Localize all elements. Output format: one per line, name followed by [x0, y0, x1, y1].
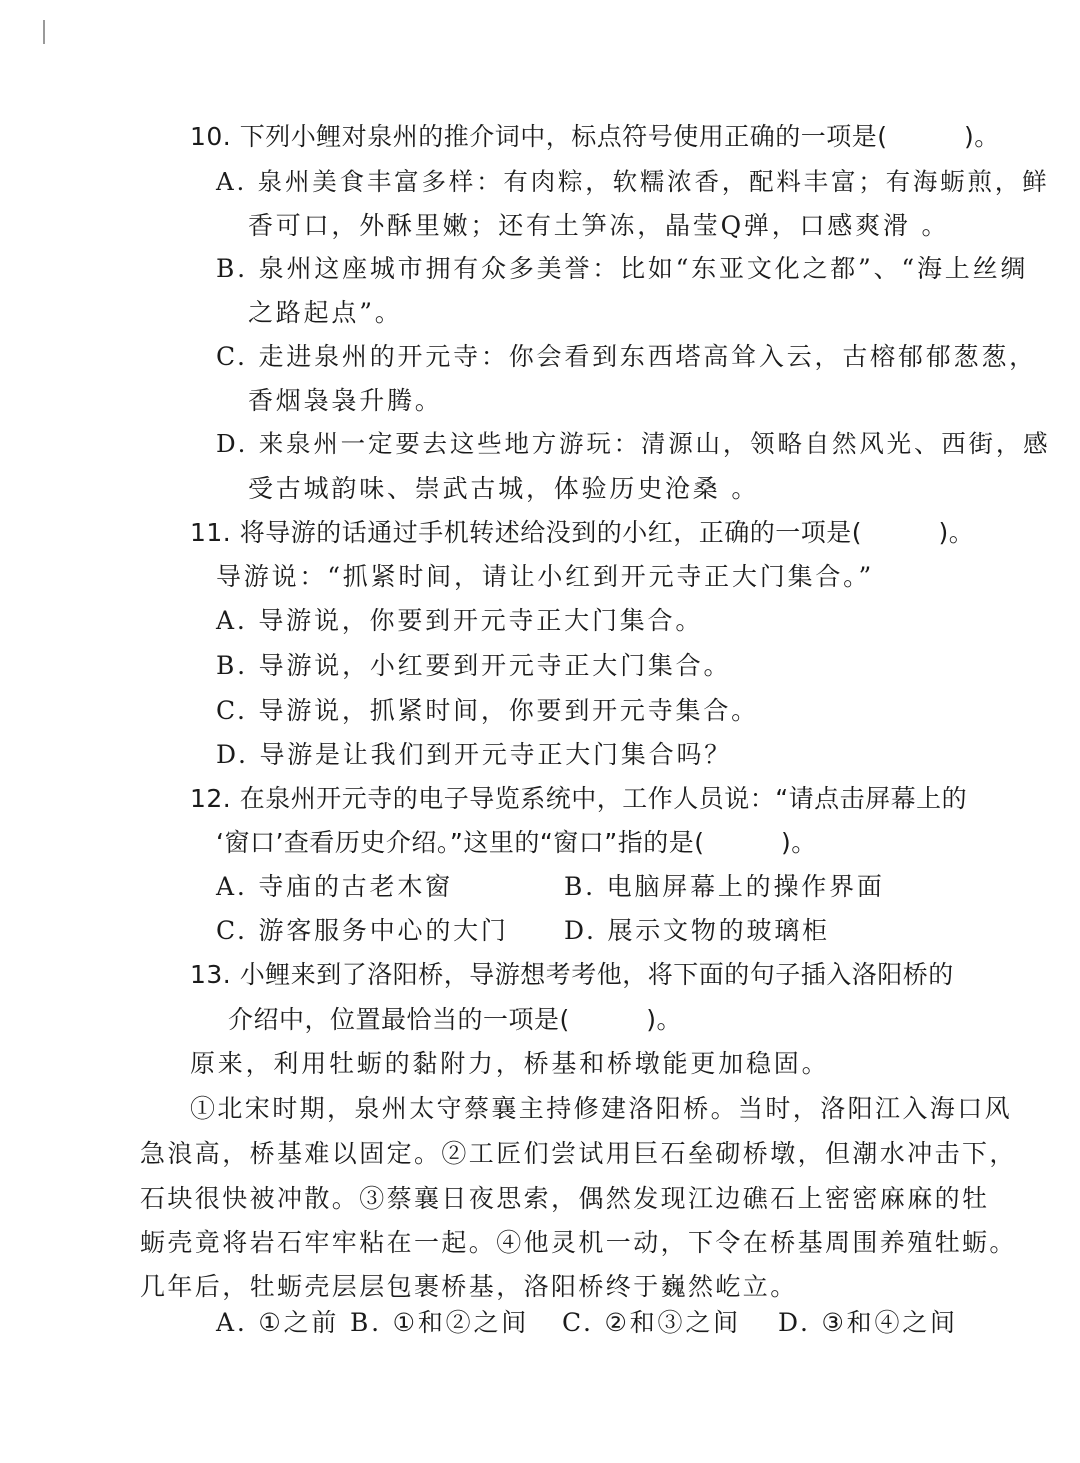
q12-option-a: A. 寺庙的古老木窗: [216, 872, 453, 901]
q10-option-a-line1: A. 泉州美食丰富多样：有肉粽，软糯浓香，配料丰富；有海蛎煎，鲜: [216, 167, 1050, 196]
q12-option-c: C. 游客服务中心的大门: [216, 916, 509, 945]
q13-passage-line3: 石块很快被冲散。③蔡襄日夜思索，偶然发现江边礁石上密密麻麻的牡: [140, 1184, 990, 1213]
q13-stem-line2: 介绍中，位置最恰当的一项是( )。: [228, 1005, 683, 1034]
q11-stem: 11. 将导游的话通过手机转述给没到的小红，正确的一项是( )。: [190, 518, 975, 547]
q11-option-d: D. 导游是让我们到开元寺正大门集合吗？: [216, 740, 733, 769]
q13-passage-line1: ①北宋时期，泉州太守蔡襄主持修建洛阳桥。当时，洛阳江入海口风: [190, 1094, 1013, 1123]
q10-option-b-line1: B. 泉州这座城市拥有众多美誉：比如“东亚文化之都”、“海上丝绸: [216, 254, 1029, 283]
q12-stem-line2: ‘窗口’查看历史介绍。”这里的“窗口”指的是( )。: [216, 828, 817, 857]
q10-option-d-line1: D. 来泉州一定要去这些地方游玩：清源山，领略自然风光、西街，感: [216, 429, 1051, 458]
q10-option-c-line1: C. 走进泉州的开元寺：你会看到东西塔高耸入云，古榕郁郁葱葱，: [216, 342, 1037, 371]
q13-option-a: A. ①之前: [216, 1308, 340, 1337]
q13-option-b: B. ①和②之间: [350, 1308, 530, 1337]
q13-passage-line5: 几年后，牡蛎壳层层包裹桥基，洛阳桥终于巍然屹立。: [140, 1272, 798, 1301]
q13-passage-line2: 急浪高，桥基难以固定。②工匠们尝试用巨石垒砌桥墩，但潮水冲击下，: [140, 1139, 1017, 1168]
q10-option-a-line2: 香可口，外酥里嫩；还有土笋冻，晶莹Q弹，口感爽滑 。: [248, 211, 950, 240]
q13-passage-line4: 蛎壳竟将岩石牢牢粘在一起。④他灵机一动，下令在桥基周围养殖牡蛎。: [140, 1228, 1017, 1257]
q13-option-d: D. ③和④之间: [778, 1308, 958, 1337]
q13-stem-line1: 13. 小鲤来到了洛阳桥，导游想考考他，将下面的句子插入洛阳桥的: [190, 960, 954, 989]
q12-option-d: D. 展示文物的玻璃柜: [564, 916, 830, 945]
q11-option-b: B. 导游说，小红要到开元寺正大门集合。: [216, 651, 732, 680]
q10-option-c-line2: 香烟袅袅升腾。: [248, 386, 443, 415]
q11-quote: 导游说：“抓紧时间，请让小红到开元寺正大门集合。”: [216, 562, 875, 591]
q11-option-c: C. 导游说，抓紧时间，你要到开元寺集合。: [216, 696, 759, 725]
q13-insert-sentence: 原来，利用牡蛎的黏附力，桥基和桥墩能更加稳固。: [190, 1049, 830, 1078]
q10-stem: 10. 下列小鲤对泉州的推介词中，标点符号使用正确的一项是( )。: [190, 122, 1000, 151]
q10-option-b-line2: 之路起点”。: [248, 298, 403, 327]
q12-option-b: B. 电脑屏幕上的操作界面: [564, 872, 885, 901]
q12-stem-line1: 12. 在泉州开元寺的电子导览系统中，工作人员说：“请点击屏幕上的: [190, 784, 968, 813]
q11-option-a: A. 导游说，你要到开元寺正大门集合。: [216, 606, 704, 635]
q10-option-d-line2: 受古城韵味、崇武古城，体验历史沧桑 。: [248, 474, 760, 503]
q13-option-c: C. ②和③之间: [562, 1308, 741, 1337]
page-edge-mark: [43, 20, 45, 44]
